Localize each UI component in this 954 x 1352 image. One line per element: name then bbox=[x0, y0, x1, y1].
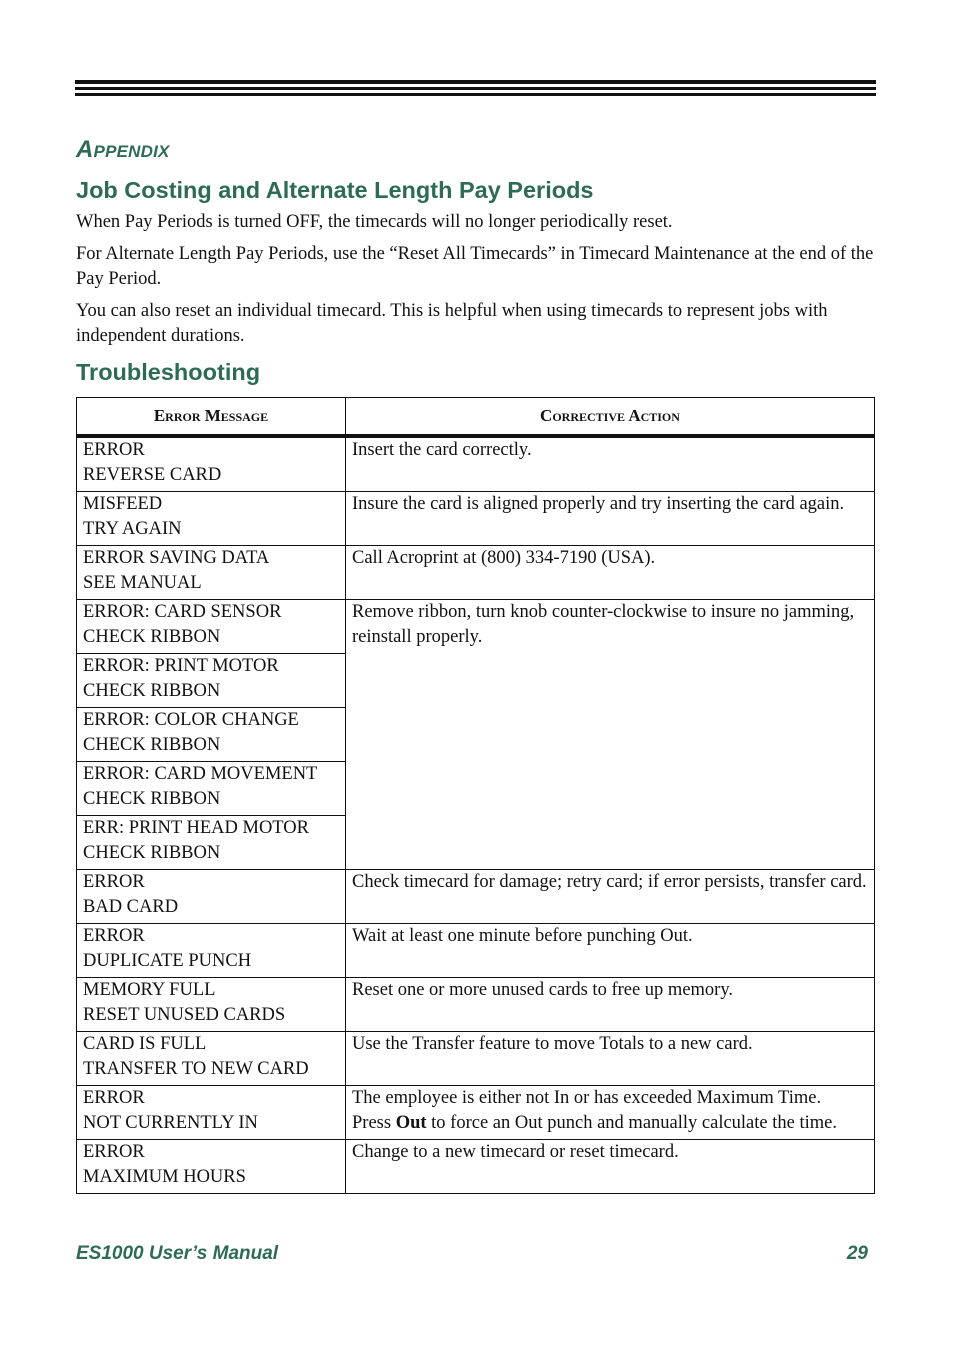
table-row bbox=[77, 870, 875, 924]
header-rules bbox=[75, 80, 876, 96]
error-line: TRY AGAIN bbox=[83, 518, 182, 539]
error-line: ERROR bbox=[83, 1088, 145, 1108]
error-message-cell bbox=[77, 762, 346, 816]
error-line: TRANSFER TO NEW CARD bbox=[83, 1058, 309, 1079]
error-line: CHECK RIBBON bbox=[83, 680, 221, 701]
corrective-action-cell: Insure the card is aligned properly and try inserting the card again. bbox=[346, 492, 875, 546]
error-line: CHECK RIBBON bbox=[83, 788, 221, 809]
error-line: ERROR bbox=[83, 872, 145, 892]
error-message-cell bbox=[77, 816, 346, 870]
header-rule-middle bbox=[75, 87, 876, 90]
error-line: MEMORY FULL bbox=[83, 980, 216, 1000]
error-line: ERROR bbox=[83, 1142, 145, 1162]
error-message-cell bbox=[77, 600, 346, 654]
error-line: ERR: PRINT HEAD MOTOR bbox=[83, 818, 309, 838]
corrective-action-cell: Reset one or more unused cards to free up memory. bbox=[346, 978, 875, 1032]
error-line: MAXIMUM HOURS bbox=[83, 1166, 246, 1187]
table-row bbox=[77, 492, 875, 546]
corrective-action-cell: Remove ribbon, turn knob counter-clockwise to insure no jamming, reinstall properly. bbox=[346, 600, 875, 870]
error-line: CHECK RIBBON bbox=[83, 626, 221, 647]
error-message-cell bbox=[77, 436, 346, 492]
column-header-corrective-action: Corrective Action bbox=[346, 398, 875, 437]
error-line: ERROR SAVING DATA bbox=[83, 548, 270, 568]
table-row bbox=[77, 924, 875, 978]
error-line: MISFEED bbox=[83, 494, 163, 514]
paragraph: When Pay Periods is turned OFF, the timecards will no longer periodically reset. bbox=[76, 212, 673, 232]
action-text: to force an Out punch and manually calculate the time. bbox=[426, 1112, 837, 1133]
action-line bbox=[352, 1111, 868, 1136]
error-message-cell bbox=[77, 1032, 346, 1086]
error-line: ERROR bbox=[83, 926, 145, 946]
paragraph: For Alternate Length Pay Periods, use the “Reset All Timecards” in Timecard Maintenance at the end of the Pay Period. bbox=[76, 244, 874, 289]
corrective-action-cell: Wait at least one minute before punching Out. bbox=[346, 924, 875, 978]
table-row bbox=[77, 1086, 875, 1140]
job-costing-heading: Job Costing and Alternate Length Pay Periods bbox=[76, 177, 594, 203]
corrective-action-cell: Change to a new timecard or reset timecard. bbox=[346, 1140, 875, 1194]
corrective-action-cell bbox=[346, 1086, 875, 1140]
footer-manual-title: ES1000 User’s Manual bbox=[76, 1243, 279, 1264]
corrective-action-cell: Insert the card correctly. bbox=[346, 436, 875, 492]
table-header-row bbox=[77, 398, 875, 437]
error-message-cell bbox=[77, 492, 346, 546]
error-line: CHECK RIBBON bbox=[83, 842, 221, 863]
table-row bbox=[77, 1140, 875, 1194]
footer-page-number: 29 bbox=[846, 1243, 868, 1264]
error-message-cell bbox=[77, 1086, 346, 1140]
table-row bbox=[77, 978, 875, 1032]
error-line: NOT CURRENTLY IN bbox=[83, 1112, 258, 1133]
error-message-cell bbox=[77, 708, 346, 762]
error-message-cell bbox=[77, 546, 346, 600]
error-message-cell bbox=[77, 1140, 346, 1194]
error-line: CARD IS FULL bbox=[83, 1034, 207, 1054]
header-rule-thick bbox=[75, 80, 876, 84]
error-message-cell bbox=[77, 654, 346, 708]
table-row bbox=[77, 1032, 875, 1086]
error-line: RESET UNUSED CARDS bbox=[83, 1004, 286, 1025]
error-line: ERROR bbox=[83, 440, 145, 460]
action-bold-key: Out bbox=[395, 1112, 427, 1133]
table-row bbox=[77, 546, 875, 600]
error-line: ERROR: CARD SENSOR bbox=[83, 602, 282, 622]
error-line: CHECK RIBBON bbox=[83, 734, 221, 755]
error-line: ERROR: COLOR CHANGE bbox=[83, 710, 299, 730]
action-line: The employee is either not In or has exceeded Maximum Time. bbox=[352, 1088, 822, 1108]
error-line: SEE MANUAL bbox=[83, 572, 202, 593]
column-header-error-message: Error Message bbox=[77, 398, 346, 437]
section-title: Appendix bbox=[76, 136, 170, 163]
error-line: DUPLICATE PUNCH bbox=[83, 950, 252, 971]
corrective-action-cell: Call Acroprint at (800) 334-7190 (USA). bbox=[346, 546, 875, 600]
troubleshooting-table bbox=[76, 397, 875, 1194]
error-line: ERROR: PRINT MOTOR bbox=[83, 656, 279, 676]
error-line: REVERSE CARD bbox=[83, 464, 222, 485]
corrective-action-cell: Use the Transfer feature to move Totals to a new card. bbox=[346, 1032, 875, 1086]
error-message-cell bbox=[77, 870, 346, 924]
troubleshooting-heading: Troubleshooting bbox=[76, 359, 261, 385]
action-text: Press bbox=[352, 1112, 396, 1133]
header-rule-bottom bbox=[75, 93, 876, 96]
error-message-cell bbox=[77, 978, 346, 1032]
paragraph: You can also reset an individual timecard. This is helpful when using timecards to represent jobs with independent durations. bbox=[76, 301, 828, 346]
error-line: ERROR: CARD MOVEMENT bbox=[83, 764, 318, 784]
error-message-cell bbox=[77, 924, 346, 978]
corrective-action-cell: Check timecard for damage; retry card; if error persists, transfer card. bbox=[346, 870, 875, 924]
table-row bbox=[77, 600, 875, 654]
error-line: BAD CARD bbox=[83, 896, 179, 917]
table-row bbox=[77, 436, 875, 492]
